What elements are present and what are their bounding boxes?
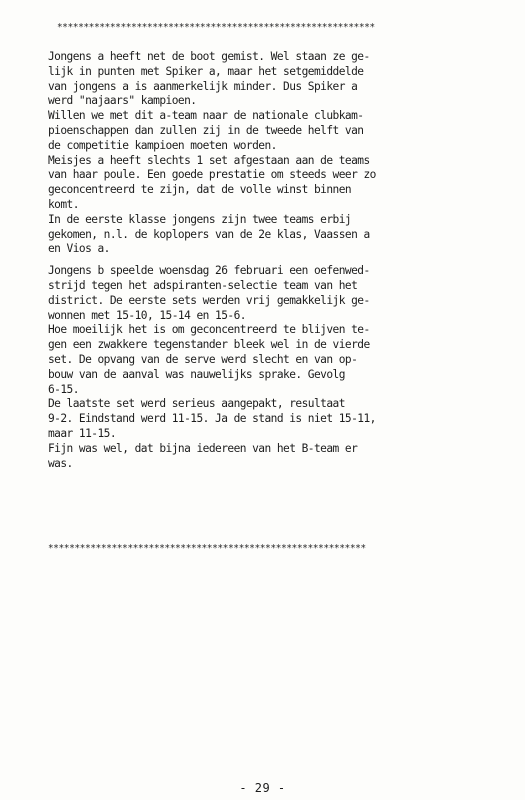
text-line: Jongens b speelde woensdag 26 februari een oefenwed-	[48, 264, 370, 278]
paragraph-2	[48, 264, 503, 471]
text-line: en Vios a.	[48, 242, 110, 256]
text-line: maar 11-15.	[48, 426, 117, 440]
article-body	[48, 50, 503, 471]
text-line: pioenschappen dan zullen zij in de tweede helft van	[48, 123, 364, 137]
text-line: komt.	[48, 197, 79, 211]
text-line: Meisjes a heeft slechts 1 set afgestaan aan de teams	[48, 153, 370, 167]
text-line: De laatste set werd serieus aangepakt, resultaat	[48, 397, 345, 411]
text-line: bouw van de aanval was nauwelijks sprake. Gevolg	[48, 367, 345, 381]
text-line: 6-15.	[48, 382, 79, 396]
text-line: district. De eerste sets werden vrij gemakkelijk ge-	[48, 293, 370, 307]
text-line: was.	[48, 456, 73, 470]
text-line: gekomen, n.l. de koplopers van de 2e klas, Vaassen a	[48, 227, 370, 241]
text-line: van haar poule. Een goede prestatie om steeds weer zo	[48, 168, 376, 182]
text-line: Hoe moeilijk het is om geconcentreerd te blijven te-	[48, 323, 370, 337]
text-line: geconcentreerd te zijn, dat de volle winst binnen	[48, 183, 352, 197]
text-line: strijd tegen het adspiranten-selectie team van het	[48, 278, 358, 292]
bottom-asterisk-rule: ************************************************************	[48, 543, 366, 554]
page-number: - 29 -	[239, 781, 286, 795]
text-line: 9-2. Eindstand werd 11-15. Ja de stand is niet 15-11,	[48, 412, 376, 426]
paragraph-1	[48, 50, 503, 257]
text-line: lijk in punten met Spiker a, maar het setgemiddelde	[48, 64, 364, 78]
text-line: gen een zwakkere tegenstander bleek wel in de vierde	[48, 338, 370, 352]
text-line: set. De opvang van de serve werd slecht en van op-	[48, 352, 358, 366]
text-line: Fijn was wel, dat bijna iedereen van het B-team er	[48, 441, 358, 455]
top-asterisk-rule: ************************************************************	[57, 22, 375, 33]
text-line: de competitie kampioen moeten worden.	[48, 138, 277, 152]
text-line: Willen we met dit a-team naar de nationale clubkam-	[48, 109, 364, 123]
text-line: In de eerste klasse jongens zijn twee teams erbij	[48, 212, 352, 226]
text-line: werd "najaars" kampioen.	[48, 94, 197, 108]
text-line: wonnen met 15-10, 15-14 en 15-6.	[48, 308, 246, 322]
text-line: van jongens a is aanmerkelijk minder. Dus Spiker a	[48, 79, 358, 93]
text-line: Jongens a heeft net de boot gemist. Wel staan ze ge-	[48, 50, 370, 63]
